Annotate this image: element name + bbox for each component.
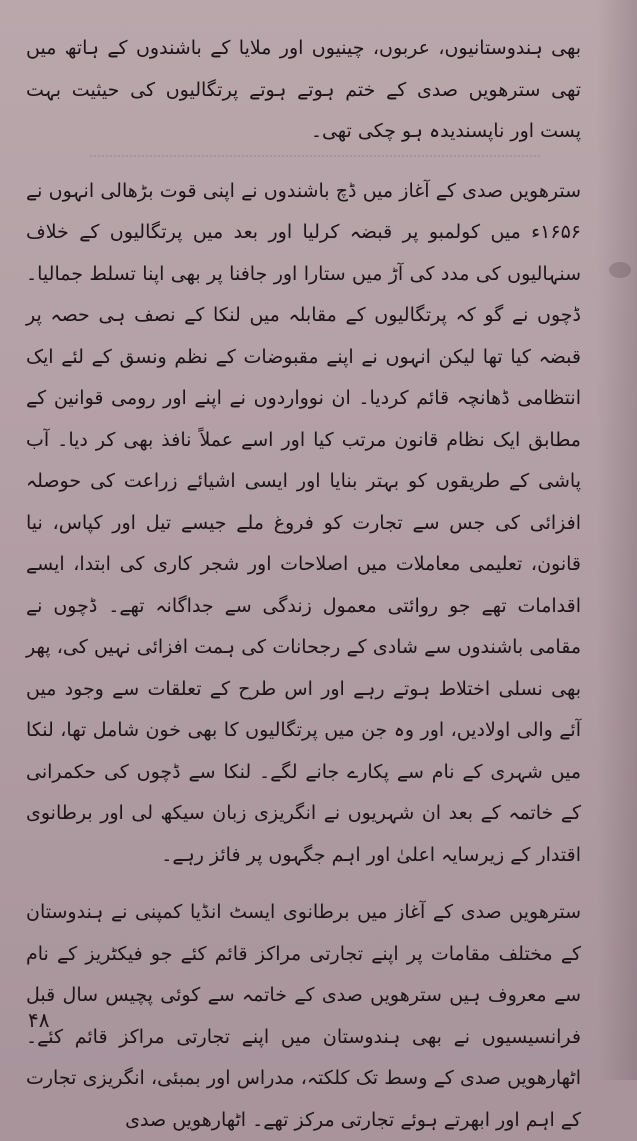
paragraph-3: سترھویں صدی کے آغاز میں برطانوی ایسٹ انڈیا کمپنی نے ہندوستان کے مختلف مقامات پر اپنے تجارتی مراکز قائم کئے جو فیکٹریز کے نام سے معروف ہیں سترھویں صدی کے خاتمہ سے کوئی پچیس سال قبل فرانسیسیوں نے بھی ہندوستان میں اپنے تجارتی مراکز قائم کئے۔ اٹھارھویں صدی کے وسط تک کلکتہ، مدراس اور بمبئی، انگریزی تجارت کے اہم اور ابھرتے ہوئے تجارتی مرکز تھے۔ اٹھارھویں صدی [26,901,581,1131]
page-number: ۴۸ [28,1008,50,1032]
page-body-text [26,28,581,1141]
page-stain [609,262,631,278]
paragraph-2: سترھویں صدی کے آغاز میں ڈچ باشندوں نے اپنی قوت بڑھالی انہوں نے ۱۶۵۶ء میں کولمبو پر قبضہ کرلیا اور بعد میں پرتگالیوں کے خلاف سنہالیوں کی مدد کی آڑ میں ستارا اور جافنا پر بھی اپنا تسلط جمالیا۔ ڈچوں نے گو کہ پرتگالیوں کے مقابلہ میں لنکا کے نصف ہی حصہ پر قبضہ کیا تھا لیکن انہوں نے اپنے مقبوضات کے نظم ونسق کے لئے ایک انتظامی ڈھانچہ قائم کردیا۔ ان نوواردوں نے اپنے اور رومی قوانین کے مطابق ایک نظام قانون مرتب کیا اور اسے عملاً نافذ بھی کر دیا۔ آب پاشی کے طریقوں کو بہتر بنایا اور ایسی اشیائے زراعت کی حوصلہ افزائی کی جس سے تجارت کو فروغ ملے جیسے تیل اور کپاس، نیا قانون، تعلیمی معاملات میں اصلاحات اور شجر کاری کی ابتدا، ایسے اقدامات تھے جو روائتی معمول زندگی سے جداگانہ تھے۔ ڈچوں نے مقامی باشندوں سے شادی کے رجحانات کی ہمت افزائی نہیں کی، پھر بھی نسلی اختلاط ہوتے رہے اور اس طرح کے تعلقات سے وجود میں آئے والی اولادیں، اور وہ جن میں پرتگالیوں کا بھی خون شامل تھا، لنکا میں شہری کے نام سے پکارے جانے لگے۔ لنکا سے ڈچوں کی حکمرانی کے خاتمہ کے بعد ان شہریوں نے انگریزی زبان سیکھ لی اور برطانوی اقتدار کے زیرسایہ اعلیٰ اور اہم جگہوں پر فائز رہے۔ [26,179,581,866]
paragraph-1: بھی ہندوستانیوں، عربوں، چینیوں اور ملایا کے باشندوں کے ہاتھ میں تھی سترھویں صدی کے ختم ہوتے ہوتے پرتگالیوں کی حیثیت بہت پست اور ناپسندیدہ ہو چکی تھی۔ [26,37,581,142]
